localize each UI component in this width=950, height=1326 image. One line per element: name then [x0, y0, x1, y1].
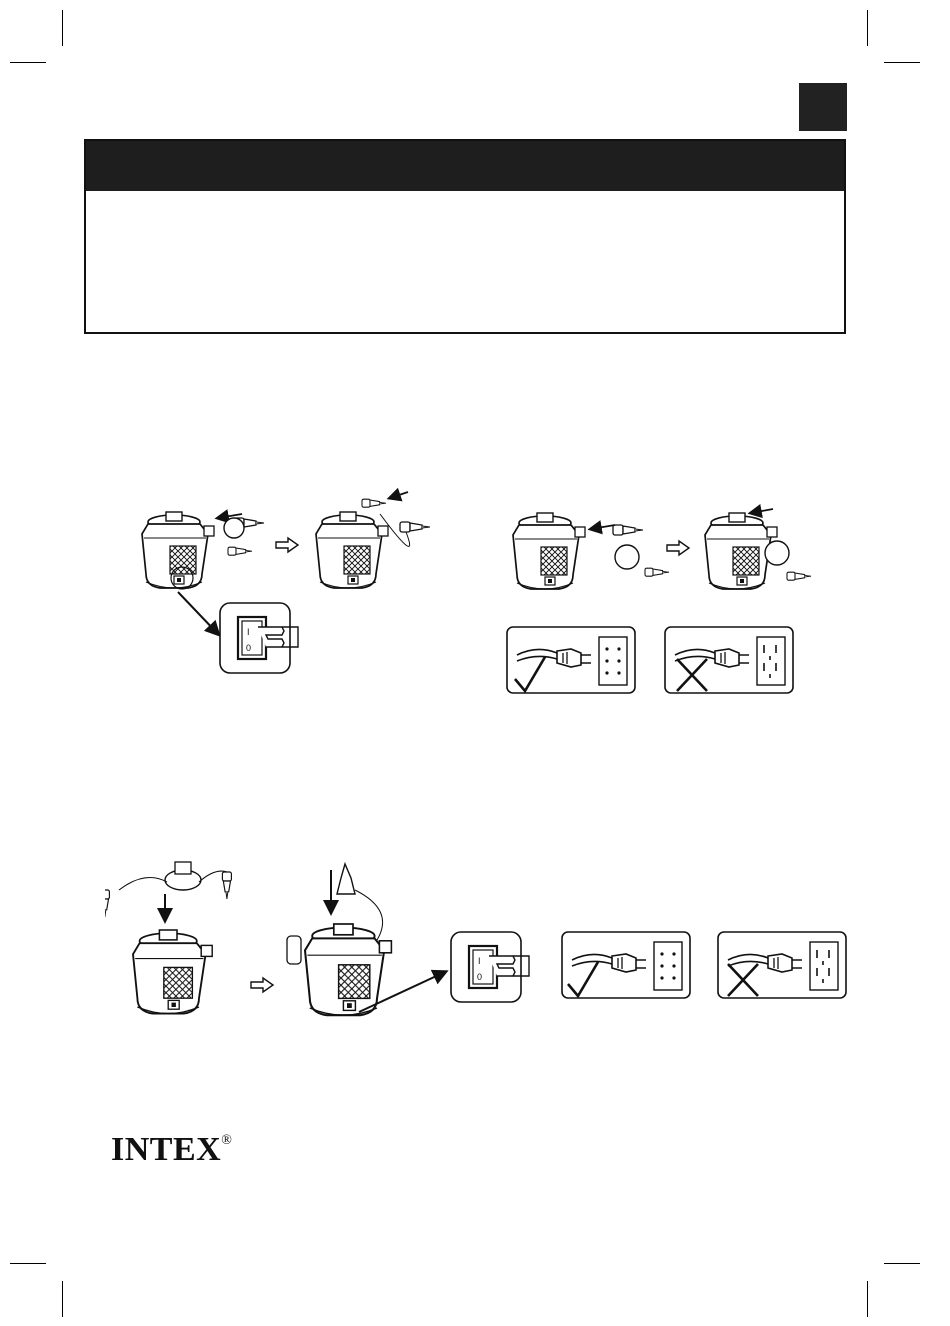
- intex-logo: [111, 1133, 232, 1167]
- nozzle-icon: [613, 525, 643, 535]
- arrow-icon: [591, 525, 615, 529]
- crop-mark: [884, 62, 920, 63]
- power-switch-icon: [220, 603, 298, 673]
- arrow-icon: [178, 592, 218, 634]
- pump-icon: [513, 513, 585, 589]
- pump-icon: [133, 930, 212, 1014]
- arrow-icon: [390, 492, 408, 498]
- nozzle-icon: [337, 864, 355, 894]
- nozzle-icon: [228, 547, 252, 555]
- registered-mark: ®: [221, 1133, 233, 1148]
- nozzle-icon: [787, 572, 811, 580]
- crop-mark: [867, 10, 868, 46]
- crop-mark: [10, 62, 46, 63]
- arrow-icon: [751, 509, 773, 513]
- arrow-icon: [276, 538, 298, 552]
- logo-text: INTEX: [111, 1131, 222, 1168]
- pump-icon: [316, 512, 388, 588]
- crop-mark: [62, 10, 63, 46]
- warning-box: [84, 139, 846, 334]
- plug-check-figure: [505, 625, 800, 697]
- pump-icon: [142, 512, 214, 588]
- adaptor-setup-figure: [105, 860, 555, 1040]
- nozzle-icon: [222, 872, 231, 899]
- warning-header-bar: [86, 141, 844, 191]
- inflate-setup-figure: [130, 488, 460, 678]
- plug-icon: [718, 932, 846, 998]
- nozzle-icon: [362, 499, 386, 507]
- language-tab: [799, 83, 847, 131]
- nozzle-icon: [765, 541, 789, 565]
- arrow-icon: [667, 541, 689, 555]
- nozzle-icon: [400, 522, 430, 532]
- arrow-icon: [251, 978, 273, 992]
- nozzle-icon: [645, 568, 669, 576]
- crop-mark: [867, 1281, 868, 1317]
- crop-mark: [884, 1263, 920, 1264]
- crop-mark: [10, 1263, 46, 1264]
- plug-check-figure-bottom: [560, 930, 850, 1000]
- crop-mark: [62, 1281, 63, 1317]
- plug-icon: [507, 627, 635, 693]
- power-switch-icon: [451, 932, 529, 1002]
- nozzle-icon: [615, 545, 639, 569]
- deflate-setup-figure: [505, 495, 825, 605]
- nozzle-icon: [105, 890, 109, 917]
- nozzle-icon: [287, 936, 301, 964]
